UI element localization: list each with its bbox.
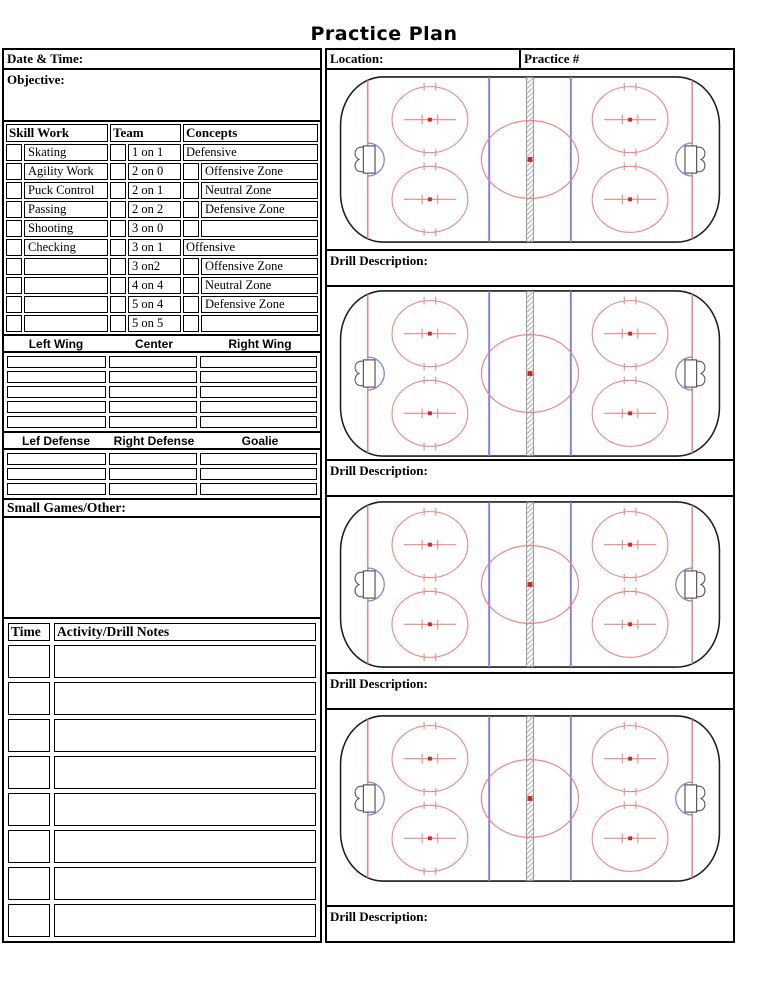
small-games-field[interactable] bbox=[2, 516, 322, 619]
forward-lines-table bbox=[2, 351, 322, 433]
rink-diagram-1 bbox=[325, 68, 735, 251]
team-label: 2 on 2 bbox=[128, 201, 181, 218]
line-row bbox=[7, 453, 317, 465]
drill-description-field-4[interactable] bbox=[325, 905, 735, 943]
center-header: Center bbox=[134, 336, 173, 351]
time-input-cell[interactable] bbox=[8, 867, 50, 900]
left-wing-input-cell[interactable] bbox=[7, 356, 106, 368]
location-row bbox=[325, 48, 735, 70]
concept-label bbox=[201, 315, 318, 332]
concept-group-label: Offensive bbox=[183, 239, 318, 256]
drill-description-label: Drill Description: bbox=[330, 463, 428, 478]
center-input-cell[interactable] bbox=[109, 356, 197, 368]
right-column bbox=[325, 48, 735, 943]
defense-lines-table bbox=[2, 448, 322, 500]
concept-checkbox-cell[interactable] bbox=[183, 315, 199, 332]
team-checkbox-cell[interactable] bbox=[110, 163, 126, 180]
schedule-header-row bbox=[8, 623, 316, 641]
concept-label: Offensive Zone bbox=[201, 163, 318, 180]
form-body bbox=[2, 48, 768, 943]
skill-checkbox-cell[interactable] bbox=[6, 315, 22, 332]
left-wing-input-cell[interactable] bbox=[7, 371, 106, 383]
hockey-rink-image bbox=[330, 288, 730, 459]
concept-checkbox-cell[interactable] bbox=[183, 258, 199, 275]
activity-notes-cell[interactable] bbox=[54, 904, 316, 937]
skill-label bbox=[24, 296, 108, 313]
rink-diagram-2 bbox=[325, 285, 735, 461]
skill-table-row bbox=[6, 201, 318, 218]
concept-label: Defensive Zone bbox=[201, 296, 318, 313]
goalie-input-cell[interactable] bbox=[200, 468, 317, 480]
schedule-row bbox=[8, 719, 316, 752]
concept-checkbox-cell[interactable] bbox=[183, 182, 199, 199]
schedule-row bbox=[8, 756, 316, 789]
goalie-header: Goalie bbox=[241, 433, 279, 448]
time-input-cell[interactable] bbox=[8, 830, 50, 863]
right-wing-input-cell[interactable] bbox=[200, 386, 317, 398]
right-wing-input-cell[interactable] bbox=[200, 371, 317, 383]
time-input-cell[interactable] bbox=[8, 756, 50, 789]
skill-checkbox-cell[interactable] bbox=[6, 277, 22, 294]
schedule-row bbox=[8, 682, 316, 715]
right-wing-input-cell[interactable] bbox=[200, 356, 317, 368]
schedule-row bbox=[8, 793, 316, 826]
objective-label: Objective: bbox=[7, 72, 65, 87]
team-header: Team bbox=[110, 124, 181, 142]
skill-label: Checking bbox=[24, 239, 108, 256]
right-wing-input-cell[interactable] bbox=[200, 401, 317, 413]
skill-label: Puck Control bbox=[24, 182, 108, 199]
activity-notes-cell[interactable] bbox=[54, 830, 316, 863]
activity-notes-header: Activity/Drill Notes bbox=[54, 623, 316, 641]
date-time-field[interactable] bbox=[2, 48, 322, 70]
skill-checkbox-cell[interactable] bbox=[6, 220, 22, 237]
schedule-row bbox=[8, 830, 316, 863]
time-input-cell[interactable] bbox=[8, 793, 50, 826]
skill-label: Passing bbox=[24, 201, 108, 218]
team-checkbox-cell[interactable] bbox=[110, 277, 126, 294]
skill-checkbox-cell[interactable] bbox=[6, 144, 22, 161]
right-wing-input-cell[interactable] bbox=[200, 416, 317, 428]
activity-notes-cell[interactable] bbox=[54, 682, 316, 715]
team-label: 4 on 4 bbox=[128, 277, 181, 294]
concept-label: Defensive Zone bbox=[201, 201, 318, 218]
rink-diagram-4 bbox=[325, 708, 735, 907]
practice-number-label: Practice # bbox=[524, 51, 580, 66]
location-field[interactable] bbox=[325, 48, 521, 70]
goalie-input-cell[interactable] bbox=[200, 453, 317, 465]
team-checkbox-cell[interactable] bbox=[110, 220, 126, 237]
time-input-cell[interactable] bbox=[8, 904, 50, 937]
concept-checkbox-cell[interactable] bbox=[183, 296, 199, 313]
defense-lines-header bbox=[2, 431, 322, 450]
skill-checkbox-cell[interactable] bbox=[6, 258, 22, 275]
left-wing-input-cell[interactable] bbox=[7, 386, 106, 398]
line-row bbox=[7, 371, 317, 383]
left-column bbox=[2, 48, 322, 943]
center-input-cell[interactable] bbox=[109, 416, 197, 428]
team-checkbox-cell[interactable] bbox=[110, 296, 126, 313]
hockey-rink-image bbox=[330, 499, 730, 670]
skill-table-row bbox=[6, 163, 318, 180]
skill-label: Agility Work bbox=[24, 163, 108, 180]
time-input-cell[interactable] bbox=[8, 645, 50, 678]
small-games-label: Small Games/Other: bbox=[7, 500, 126, 515]
page-title: Practice Plan bbox=[310, 23, 458, 45]
activity-notes-cell[interactable] bbox=[54, 756, 316, 789]
schedule-table bbox=[2, 617, 322, 943]
right-defense-input-cell[interactable] bbox=[109, 453, 197, 465]
team-label: 3 on 1 bbox=[128, 239, 181, 256]
right-defense-input-cell[interactable] bbox=[109, 483, 197, 495]
drill-description-label: Drill Description: bbox=[330, 253, 428, 268]
concept-checkbox-cell[interactable] bbox=[183, 201, 199, 218]
skill-work-header: Skill Work bbox=[6, 124, 108, 142]
objective-field[interactable] bbox=[2, 68, 322, 122]
time-input-cell[interactable] bbox=[8, 719, 50, 752]
line-row bbox=[7, 401, 317, 413]
drill-description-field-2[interactable] bbox=[325, 459, 735, 497]
team-checkbox-cell[interactable] bbox=[110, 239, 126, 256]
schedule-row bbox=[8, 867, 316, 900]
skill-table-row bbox=[6, 220, 318, 237]
line-row bbox=[7, 386, 317, 398]
left-defense-input-cell[interactable] bbox=[7, 483, 106, 495]
drill-description-field-1[interactable] bbox=[325, 249, 735, 287]
team-label: 5 on 4 bbox=[128, 296, 181, 313]
team-checkbox-cell[interactable] bbox=[110, 201, 126, 218]
skill-table-row bbox=[6, 144, 318, 161]
team-checkbox-cell[interactable] bbox=[110, 315, 126, 332]
team-checkbox-cell[interactable] bbox=[110, 258, 126, 275]
skill-label bbox=[24, 277, 108, 294]
concept-checkbox-cell[interactable] bbox=[183, 277, 199, 294]
left-wing-header: Left Wing bbox=[28, 336, 84, 351]
activity-notes-cell[interactable] bbox=[54, 867, 316, 900]
concept-label bbox=[201, 220, 318, 237]
drill-description-field-3[interactable] bbox=[325, 672, 735, 710]
concept-label: Neutral Zone bbox=[201, 182, 318, 199]
hockey-rink-image bbox=[330, 713, 730, 884]
schedule-row bbox=[8, 904, 316, 937]
small-games-header bbox=[2, 498, 322, 518]
schedule-row bbox=[8, 645, 316, 678]
drill-description-label: Drill Description: bbox=[330, 676, 428, 691]
center-input-cell[interactable] bbox=[109, 371, 197, 383]
skill-table-row bbox=[6, 258, 318, 275]
skill-label bbox=[24, 315, 108, 332]
left-wing-input-cell[interactable] bbox=[7, 416, 106, 428]
concepts-header: Concepts bbox=[183, 124, 318, 142]
skill-table-row bbox=[6, 296, 318, 313]
goalie-input-cell[interactable] bbox=[200, 483, 317, 495]
concept-checkbox-cell[interactable] bbox=[183, 220, 199, 237]
team-label: 1 on 1 bbox=[128, 144, 181, 161]
left-wing-input-cell[interactable] bbox=[7, 401, 106, 413]
skill-table-row bbox=[6, 182, 318, 199]
left-defense-header: Lef Defense bbox=[21, 433, 91, 448]
skill-table-row bbox=[6, 315, 318, 332]
right-defense-header: Right Defense bbox=[113, 433, 195, 448]
skill-label bbox=[24, 258, 108, 275]
team-label: 5 on 5 bbox=[128, 315, 181, 332]
activity-notes-cell[interactable] bbox=[54, 793, 316, 826]
hockey-rink-image bbox=[330, 74, 730, 245]
skill-label: Shooting bbox=[24, 220, 108, 237]
date-time-label: Date & Time: bbox=[7, 51, 84, 66]
team-checkbox-cell[interactable] bbox=[110, 182, 126, 199]
team-label: 3 on 0 bbox=[128, 220, 181, 237]
team-label: 3 on2 bbox=[128, 258, 181, 275]
line-row bbox=[7, 356, 317, 368]
skill-label: Skating bbox=[24, 144, 108, 161]
team-label: 2 on 1 bbox=[128, 182, 181, 199]
skill-work-table bbox=[2, 120, 322, 336]
location-label: Location: bbox=[330, 51, 384, 66]
left-defense-input-cell[interactable] bbox=[7, 468, 106, 480]
right-defense-input-cell[interactable] bbox=[109, 468, 197, 480]
practice-number-field[interactable] bbox=[519, 48, 735, 70]
concept-group-label: Defensive bbox=[183, 144, 318, 161]
line-row bbox=[7, 416, 317, 428]
center-input-cell[interactable] bbox=[109, 386, 197, 398]
right-wing-header: Right Wing bbox=[228, 336, 292, 351]
activity-notes-cell[interactable] bbox=[54, 645, 316, 678]
time-header: Time bbox=[8, 623, 50, 641]
skill-checkbox-cell[interactable] bbox=[6, 201, 22, 218]
concept-label: Neutral Zone bbox=[201, 277, 318, 294]
skill-table-header-row bbox=[6, 124, 318, 142]
rink-diagram-3 bbox=[325, 495, 735, 674]
skill-checkbox-cell[interactable] bbox=[6, 163, 22, 180]
line-row bbox=[7, 468, 317, 480]
skill-checkbox-cell[interactable] bbox=[6, 296, 22, 313]
skill-table-row bbox=[6, 277, 318, 294]
drill-description-label: Drill Description: bbox=[330, 909, 428, 924]
center-input-cell[interactable] bbox=[109, 401, 197, 413]
team-label: 2 on 0 bbox=[128, 163, 181, 180]
time-input-cell[interactable] bbox=[8, 682, 50, 715]
line-row bbox=[7, 483, 317, 495]
skill-table-row bbox=[6, 239, 318, 256]
forward-lines-header bbox=[2, 334, 322, 353]
activity-notes-cell[interactable] bbox=[54, 719, 316, 752]
concept-checkbox-cell[interactable] bbox=[183, 163, 199, 180]
team-checkbox-cell[interactable] bbox=[110, 144, 126, 161]
skill-checkbox-cell[interactable] bbox=[6, 182, 22, 199]
skill-checkbox-cell[interactable] bbox=[6, 239, 22, 256]
concept-label: Offensive Zone bbox=[201, 258, 318, 275]
left-defense-input-cell[interactable] bbox=[7, 453, 106, 465]
